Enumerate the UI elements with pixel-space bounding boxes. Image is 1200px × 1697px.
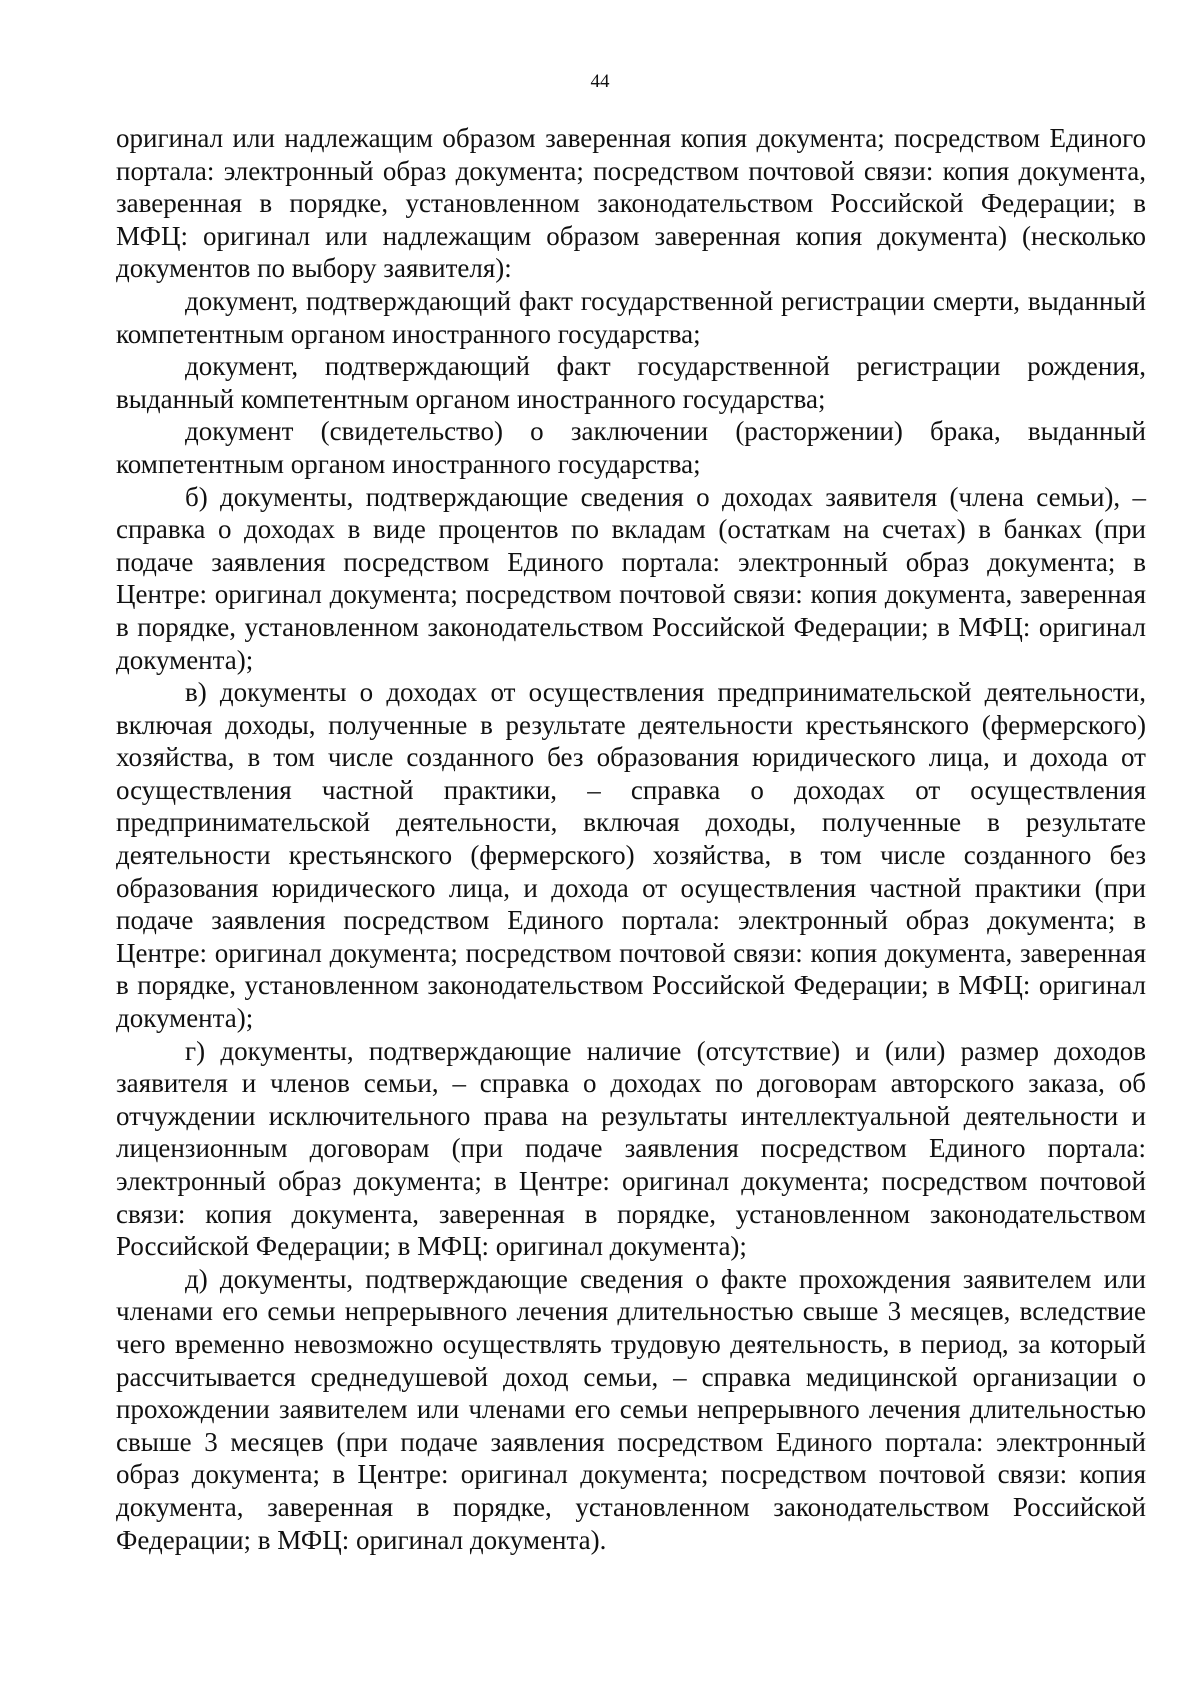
paragraph-continuation: оригинал или надлежащим образом заверенная копия документа; посредством Единого портала: электронный образ документа; посредством почтовой связи: копия документа, заверенная в порядке, установленном законодательством Российской Федерации; в МФЦ: оригинал или надлежащим образом заверенная копия документа) (несколько документов по выбору заявителя): (116, 123, 1146, 284)
paragraph-item-d: д) документы, подтверждающие сведения о факте прохождения заявителем или членами его семьи непрерывного лечения длительностью свыше 3 месяцев, вследствие чего временно невозможно осуществлять трудовую деятельность, в период, за который рассчитывается среднедушевой доход семьи, – справка медицинской организации о прохождении заявителем или членами его семьи непрерывного лечения длительностью свыше 3 месяцев (при подаче заявления посредством Единого портала: электронный образ документа; в Центре: оригинал документа; посредством почтовой связи: копия документа, заверенная в порядке, установленном законодательством Российской Федерации; в МФЦ: оригинал документа). (116, 1263, 1146, 1555)
paragraph-marriage-certificate: документ (свидетельство) о заключении (расторжении) брака, выданный компетентным органом иностранного государства; (116, 416, 1146, 479)
paragraph-birth-certificate: документ, подтверждающий факт государственной регистрации рождения, выданный компетентным органом иностранного государства; (116, 351, 1146, 414)
paragraph-item-v: в) документы о доходах от осуществления предпринимательской деятельности, включая доходы, полученные в результате деятельности крестьянского (фермерского) хозяйства, в том числе созданного без образования юридического лица, и дохода от осуществления частной практики, – справка о доходах от осуществления предпринимательской деятельности, включая доходы, полученные в результате деятельности крестьянского (фермерского) хозяйства, в том числе созданного без образования юридического лица, и дохода от осуществления частной практики (при подаче заявления посредством Единого портала: электронный образ документа; в Центре: оригинал документа; посредством почтовой связи: копия документа, заверенная в порядке, установленном законодательством Российской Федерации; в МФЦ: оригинал документа); (116, 677, 1146, 1034)
paragraph-item-b: б) документы, подтверждающие сведения о доходах заявителя (члена семьи), – справка о доходах в виде процентов по вкладам (остаткам на счетах) в банках (при подаче заявления посредством Единого портала: электронный образ документа; в Центре: оригинал документа; посредством почтовой связи: копия документа, заверенная в порядке, установленном законодательством Российской Федерации; в МФЦ: оригинал документа); (116, 481, 1146, 675)
paragraph-item-g: г) документы, подтверждающие наличие (отсутствие) и (или) размер доходов заявителя и членов семьи, – справка о доходах по договорам авторского заказа, об отчуждении исключительного права на результаты интеллектуальной деятельности и лицензионным договорам (при подаче заявления посредством Единого портала: электронный образ документа; в Центре: оригинал документа; посредством почтовой связи: копия документа, заверенная в порядке, установленном законодательством Российской Федерации; в МФЦ: оригинал документа); (116, 1035, 1146, 1262)
page-number: 44 (590, 71, 610, 92)
paragraph-death-certificate: документ, подтверждающий факт государственной регистрации смерти, выданный компетентным органом иностранного государства; (116, 285, 1146, 349)
document-body (116, 122, 1146, 1556)
